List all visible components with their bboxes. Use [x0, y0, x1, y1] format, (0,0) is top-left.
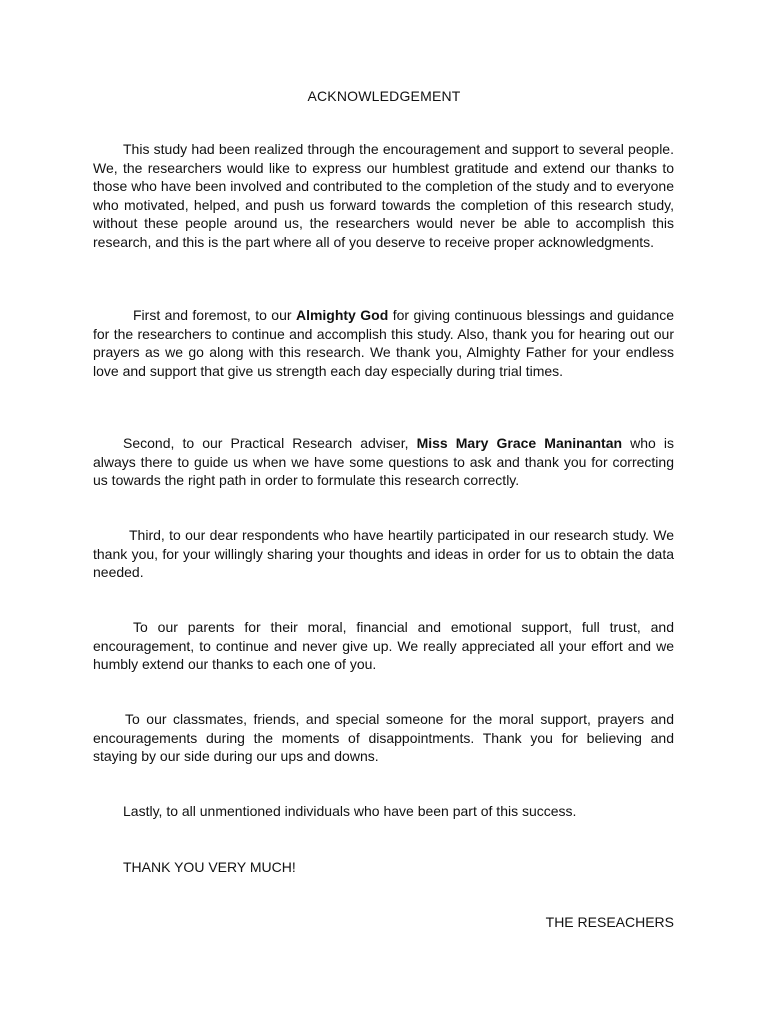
- page-title: ACKNOWLEDGEMENT: [307, 88, 461, 104]
- paragraph-adviser-text-start: Second, to our Practical Research adviser,: [123, 435, 417, 451]
- paragraph-respondents-text: Third, to our dear respondents who have heartily participated in our research study. We thank you, for your willingly sharing your thoughts and ideas in order for us to obtain the data needed.: [93, 527, 674, 581]
- paragraph-almighty-god: [93, 306, 674, 380]
- paragraph-almighty-god-text-start: First and foremost, to our: [133, 307, 296, 323]
- signature-researchers: THE RESEACHERS: [545, 914, 674, 930]
- paragraph-adviser: [93, 434, 674, 490]
- paragraph-parents-text: To our parents for their moral, financial and emotional support, full trust, and encouragement, to continue and never give up. We really appreciated all your effort and we humbly extend our thanks to each one of you.: [93, 619, 674, 673]
- paragraph-almighty-god-text-end: for giving continuous blessings and guidance for the researchers to continue and accomplish this study. Also, thank you for hearing out our prayers as we go along with this research. We thank you, Almighty Father for your endless love and support that give us strength each day especially during trial times.: [93, 307, 674, 379]
- paragraph-classmates: [93, 710, 674, 766]
- paragraph-lastly: Lastly, to all unmentioned individuals who have been part of this success.: [123, 803, 577, 819]
- paragraph-respondents: [93, 526, 674, 582]
- paragraph-intro: [93, 140, 674, 252]
- paragraph-intro-text: This study had been realized through the encouragement and support to several people. We, the researchers would like to express our humblest gratitude and extend our thanks to those who have been involved and contributed to the completion of the study and to everyone who motivated, helped, and push us forward towards the completion of this research study, without these people around us, the researchers would never be able to accomplish this research, and this is the part where all of you deserve to receive proper acknowledgments.: [93, 141, 674, 250]
- paragraph-classmates-text: To our classmates, friends, and special someone for the moral support, prayers and encouragements during the moments of disappointments. Thank you for believing and staying by our side during our ups and downs.: [93, 711, 674, 765]
- almighty-god-emphasis: Almighty God: [295, 307, 389, 323]
- paragraph-parents: [93, 618, 674, 674]
- paragraph-adviser-text-end: who is always there to guide us when we have some questions to ask and thank you for correcting us towards the right path in order to formulate this research correctly.: [93, 435, 674, 489]
- adviser-name-emphasis: Miss Mary Grace Maninantan: [416, 435, 623, 451]
- closing-thanks: THANK YOU VERY MUCH!: [123, 859, 296, 875]
